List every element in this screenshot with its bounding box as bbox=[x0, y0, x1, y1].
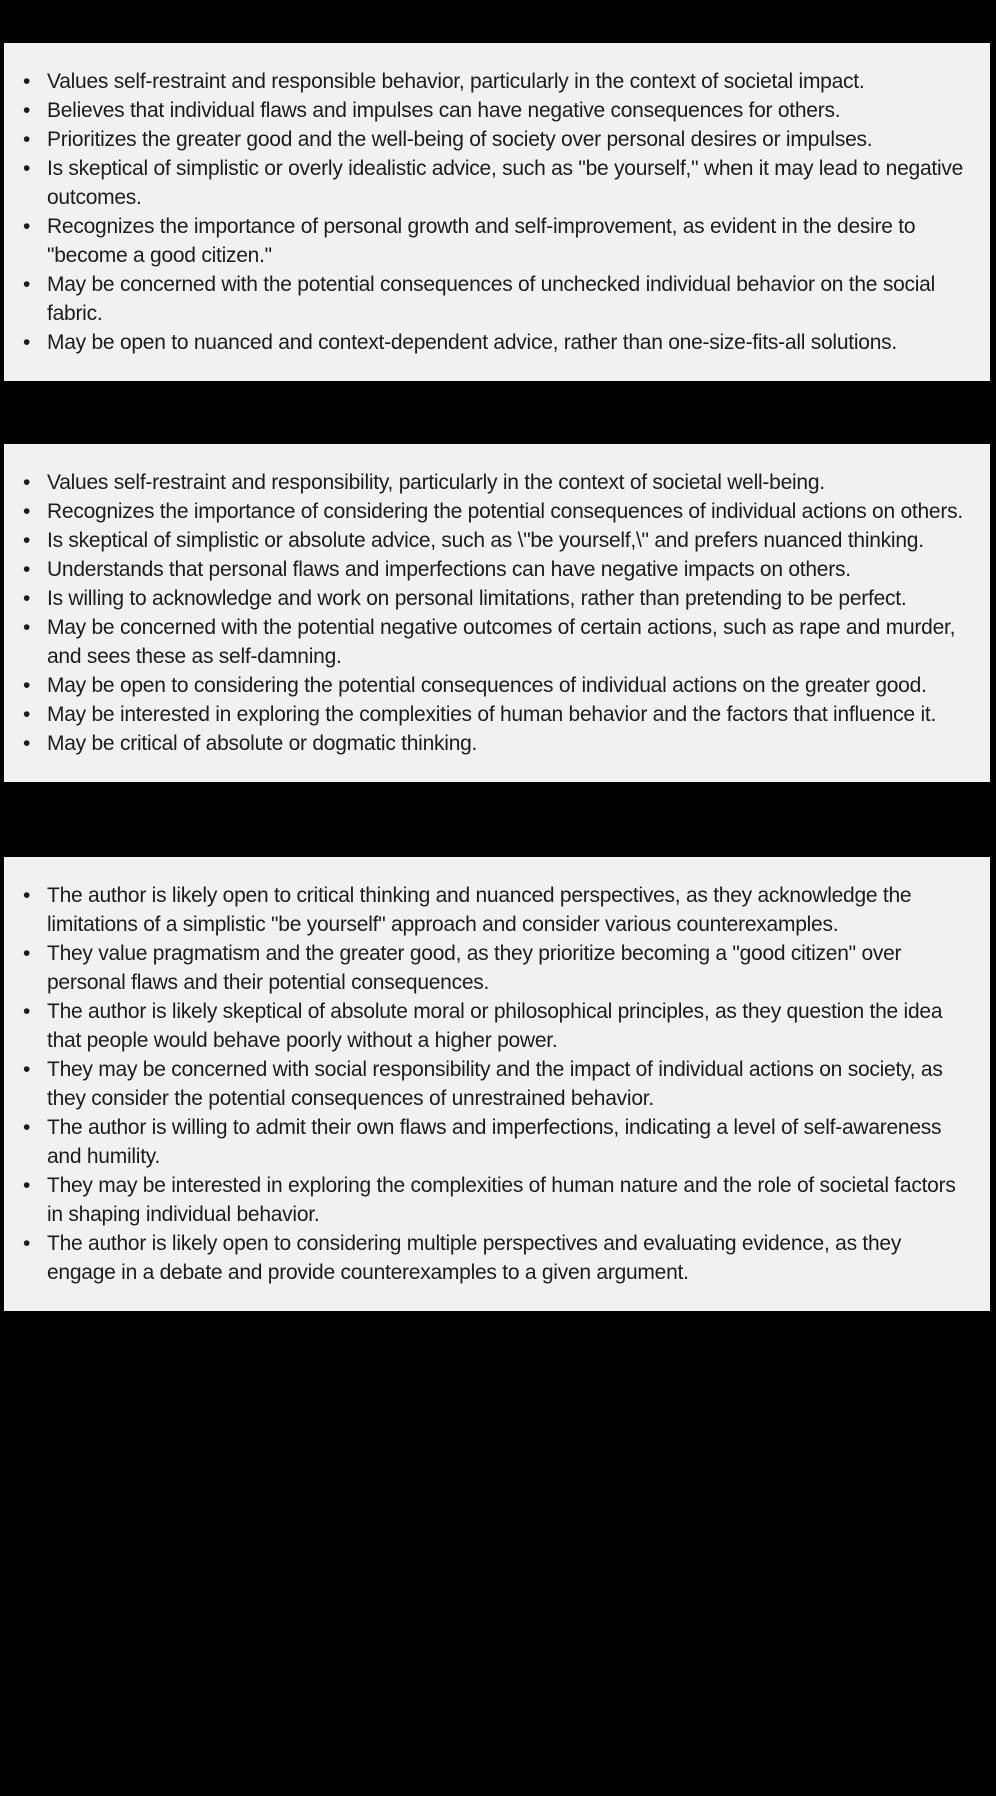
bullet-item bbox=[14, 729, 970, 758]
bullet-icon: • bbox=[23, 331, 31, 354]
bullet-list-1 bbox=[14, 67, 970, 357]
bullet-icon: • bbox=[23, 500, 31, 523]
bullet-text: May be critical of absolute or dogmatic thinking. bbox=[47, 732, 478, 755]
bullet-icon: • bbox=[23, 471, 31, 494]
bullet-item bbox=[14, 270, 970, 328]
bullet-item bbox=[14, 1055, 970, 1113]
bullet-item bbox=[14, 881, 970, 939]
bullet-item bbox=[14, 700, 970, 729]
bullet-text: Is willing to acknowledge and work on personal limitations, rather than pretending to be perfect. bbox=[47, 587, 907, 610]
bullet-icon: • bbox=[23, 1116, 31, 1139]
bullet-item bbox=[14, 212, 970, 270]
bullet-text: May be open to nuanced and context-dependent advice, rather than one-size-fits-all solutions. bbox=[47, 331, 897, 354]
bullet-icon: • bbox=[23, 99, 31, 122]
bullet-item bbox=[14, 468, 970, 497]
bullet-item bbox=[14, 555, 970, 584]
bullet-item bbox=[14, 497, 970, 526]
bullet-item bbox=[14, 671, 970, 700]
bullet-item bbox=[14, 96, 970, 125]
bullet-text: They may be concerned with social responsibility and the impact of individual actions on society, as they consider the potential consequences of unrestrained behavior. bbox=[47, 1058, 943, 1110]
bullet-icon: • bbox=[23, 128, 31, 151]
bullet-item bbox=[14, 1171, 970, 1229]
bullet-icon: • bbox=[23, 1058, 31, 1081]
bullet-list-3 bbox=[14, 881, 970, 1287]
bullet-item bbox=[14, 613, 970, 671]
bullet-item bbox=[14, 1229, 970, 1287]
bullet-icon: • bbox=[23, 1174, 31, 1197]
bullet-icon: • bbox=[23, 558, 31, 581]
bullet-text: May be concerned with the potential consequences of unchecked individual behavior on the social fabric. bbox=[47, 273, 936, 325]
bullet-item bbox=[14, 997, 970, 1055]
bullet-text: Recognizes the importance of personal growth and self-improvement, as evident in the desire to "become a good citizen." bbox=[47, 215, 916, 267]
bullet-item bbox=[14, 1113, 970, 1171]
bullet-item bbox=[14, 125, 970, 154]
bullet-icon: • bbox=[23, 616, 31, 639]
page bbox=[0, 43, 996, 1796]
analysis-document bbox=[0, 43, 996, 1311]
bullet-text: Is skeptical of simplistic or absolute advice, such as \"be yourself,\" and prefers nuanced thinking. bbox=[47, 529, 924, 552]
bullet-text: Prioritizes the greater good and the well-being of society over personal desires or impulses. bbox=[47, 128, 873, 151]
bullet-text: Recognizes the importance of considering the potential consequences of individual actions on others. bbox=[47, 500, 963, 523]
bullet-icon: • bbox=[23, 1232, 31, 1255]
bullet-text: Understands that personal flaws and imperfections can have negative impacts on others. bbox=[47, 558, 851, 581]
bullet-text: May be open to considering the potential consequences of individual actions on the greater good. bbox=[47, 674, 927, 697]
bullet-text: They value pragmatism and the greater good, as they prioritize becoming a "good citizen" over personal flaws and their potential consequences. bbox=[47, 942, 902, 994]
bullet-text: The author is likely open to considering multiple perspectives and evaluating evidence, as they engage in a debate and provide counterexamples to a given argument. bbox=[47, 1232, 902, 1284]
bullet-text: Believes that individual flaws and impulses can have negative consequences for others. bbox=[47, 99, 841, 122]
bullet-icon: • bbox=[23, 703, 31, 726]
bullet-text: Values self-restraint and responsible behavior, particularly in the context of societal impact. bbox=[47, 70, 865, 93]
bullet-icon: • bbox=[23, 273, 31, 296]
bullet-text: Values self-restraint and responsibility, particularly in the context of societal well-being. bbox=[47, 471, 825, 494]
bullet-list-2 bbox=[14, 468, 970, 758]
bullet-item bbox=[14, 939, 970, 997]
bullet-text: Is skeptical of simplistic or overly idealistic advice, such as "be yourself," when it may lead to negative outcomes. bbox=[47, 157, 964, 209]
bullet-text: They may be interested in exploring the complexities of human nature and the role of societal factors in shaping individual behavior. bbox=[47, 1174, 956, 1226]
bullet-text: The author is willing to admit their own flaws and imperfections, indicating a level of self-awareness and humility. bbox=[47, 1116, 942, 1168]
bullet-icon: • bbox=[23, 215, 31, 238]
bullet-text: The author is likely open to critical thinking and nuanced perspectives, as they acknowledge the limitations of a simplistic "be yourself" approach and consider various counterexamples. bbox=[47, 884, 912, 936]
bullet-icon: • bbox=[23, 942, 31, 965]
bullet-icon: • bbox=[23, 70, 31, 93]
bullet-icon: • bbox=[23, 587, 31, 610]
bullet-item bbox=[14, 584, 970, 613]
author-card bbox=[4, 857, 990, 1311]
persona-card-2 bbox=[4, 444, 990, 782]
bullet-icon: • bbox=[23, 157, 31, 180]
bullet-text: May be concerned with the potential negative outcomes of certain actions, such as rape and murder, and sees these as self-damning. bbox=[47, 616, 956, 668]
bullet-icon: • bbox=[23, 1000, 31, 1023]
bullet-item bbox=[14, 154, 970, 212]
persona-card-1 bbox=[4, 43, 990, 381]
bullet-item bbox=[14, 67, 970, 96]
bullet-icon: • bbox=[23, 884, 31, 907]
bullet-item bbox=[14, 328, 970, 357]
bullet-text: May be interested in exploring the complexities of human behavior and the factors that influence it. bbox=[47, 703, 937, 726]
bullet-item bbox=[14, 526, 970, 555]
bullet-icon: • bbox=[23, 674, 31, 697]
bullet-icon: • bbox=[23, 732, 31, 755]
bullet-text: The author is likely skeptical of absolute moral or philosophical principles, as they question the idea that people would behave poorly without a higher power. bbox=[47, 1000, 943, 1052]
bullet-icon: • bbox=[23, 529, 31, 552]
